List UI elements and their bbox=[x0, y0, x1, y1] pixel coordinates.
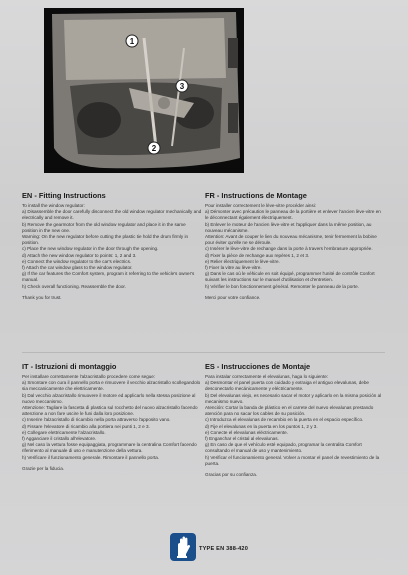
step: c) Introduzca el elevalunas de recambio en la puerta en el espacio específico. bbox=[205, 417, 364, 423]
warning-step: Attenzione: Tagliare la fascetta di plastica sul rocchetto del nuovo alzacristallo facendo attenzione a non fare uscire le funi dalla loro posizione. bbox=[22, 405, 198, 417]
step: b) Dal vecchio alzacristallo rimuovere il motore ed applicarlo nella stessa posizione al nuovo meccanismo. bbox=[22, 392, 196, 404]
step: d) Fissare l'elevatore di ricambio alla portiera nei punti 1, 2 e 3. bbox=[22, 423, 150, 429]
divider bbox=[22, 352, 385, 353]
thanks-text: Gracias por su confianza. bbox=[205, 472, 258, 478]
thanks-text: Thank you for trust. bbox=[22, 294, 62, 300]
steps-list bbox=[22, 380, 202, 461]
step: d) Fixer la pièce de rechange aux repères 1, 2 et 3. bbox=[205, 252, 310, 258]
step: h) Verificare il funzionamento generale. Rimontare il pannello porta. bbox=[22, 454, 160, 460]
steps-list bbox=[22, 209, 202, 290]
step: f) Agganciare il cristallo all'elevatore. bbox=[22, 436, 97, 442]
step: b) Del elevalunas viejo, es necesario sacar el motor y aplicarlo en la misma posición al mecanismo nuevo. bbox=[205, 392, 382, 404]
step: b) Remove the gearmotor from the old window regulator and place it in the same position in the new one. bbox=[22, 221, 186, 233]
step: c) Place the new window regulator in the door through the opening. bbox=[22, 246, 159, 252]
marker-1 bbox=[126, 35, 138, 47]
section-intro: Per installare correttamente l'alzacristallo procedere come segue: bbox=[22, 374, 156, 379]
step: b) Enlever le moteur de l'ancien lève-vitre et l'appliquer dans la même position, au nouveau mécanisme. bbox=[205, 221, 372, 233]
step: a) Démonter avec précaution le panneau de la portière et enlever l'ancien lève-vitre en le déconnectant également électriquement. bbox=[205, 209, 381, 221]
step: a) Desmontar el panel puerta con cuidado y extraiga el antiguo elevalunas, debe desconectarlo mecánicamente y eléctricamente. bbox=[205, 380, 369, 392]
section-title: FR - Instructions de Montage bbox=[205, 191, 307, 200]
step: d) Fije el elevalunas en la puerta en los puntos 1, 2 y 3. bbox=[205, 423, 318, 429]
steps-list bbox=[205, 209, 385, 290]
svg-text:2: 2 bbox=[151, 144, 157, 153]
section-title: IT - Istruzioni di montaggio bbox=[22, 362, 117, 371]
step: h) Verificar el funcionamiento general. Volver a montar el panel de revestimiento de la puerta. bbox=[205, 454, 380, 466]
door-illustration bbox=[44, 8, 244, 173]
section-en bbox=[22, 191, 202, 301]
svg-text:3: 3 bbox=[179, 82, 185, 91]
marker-3 bbox=[176, 80, 188, 92]
section-es bbox=[205, 362, 385, 478]
step: g) Nel caso la vettura fosse equipaggiata, programmare la centralina Comfort facendo riferimento al manuale di uso e manutenzione della vettura. bbox=[22, 442, 197, 454]
thanks-text: Merci pour votre confiance. bbox=[205, 294, 261, 300]
step: f) Fixer la vitre au lève-vitre. bbox=[205, 265, 262, 271]
svg-text:1: 1 bbox=[129, 37, 135, 46]
step: a) Smontare con cura il pannello porta e rimuovere il vecchio alzacristallo scollegandolo sia meccanicamente che elettricamente. bbox=[22, 380, 201, 392]
step: e) Conecte el elevalunas eléctricamente. bbox=[205, 429, 288, 435]
warning-step: Atención: Cortar la banda de plástico en el carrete del nuevo elevalunas prestando atención para no sacar los cables de su posición. bbox=[205, 405, 374, 417]
step: a) Disassemble the door carefully disconnect the old window regulator mechanically and electrically and remove it. bbox=[22, 209, 202, 221]
section-intro: Para instalar correctamente el elevalunas, haga lo siguiente: bbox=[205, 374, 329, 379]
step: g) If the car features the Comfort system, program it referring to the vehicle's owner's manual. bbox=[22, 271, 195, 283]
step: e) Connect the window regulator to the car's electrics. bbox=[22, 258, 132, 264]
thanks-text: Grazie per la fiducia. bbox=[22, 465, 65, 471]
step: g) En caso de que el vehículo esté equipado, programar la centralita Comfort consultando el manual de uso y mantenimiento. bbox=[205, 442, 362, 454]
glove-logo-icon bbox=[170, 533, 196, 561]
section-title: ES - Instrucciones de Montaje bbox=[205, 362, 311, 371]
step: f) Attach the car window glass to the window regulator. bbox=[22, 265, 133, 271]
section-title: EN - Fitting Instructions bbox=[22, 191, 106, 200]
warning-step: Attention: Avant de couper le lien du nouveau mécanisme, tenir fermement la bobine pour éviter qu'elle ne se déroule. bbox=[205, 234, 377, 246]
step: e) Collegare elettricamente l'alzacristallo. bbox=[22, 429, 106, 435]
step: d) Attach the new window regulator to points: 1, 2 and 3. bbox=[22, 252, 137, 258]
door-photo bbox=[44, 8, 244, 173]
section-it bbox=[22, 362, 202, 472]
step: e) Relier électriquement le lève-vitre. bbox=[205, 258, 280, 264]
section-fr bbox=[205, 191, 385, 301]
steps-list bbox=[205, 380, 385, 467]
step: f) Enganchar el cristal al elevalunas. bbox=[205, 436, 279, 442]
marker-2 bbox=[148, 142, 160, 154]
section-intro: Pour installer correctement le lève-vitre procéder ainsi: bbox=[205, 203, 317, 208]
warning-step: Warning: On the new regulator before cutting the plastic tie hold the drum firmly in position. bbox=[22, 234, 189, 246]
step: c) Insérer le lève-vitre de rechange dans la porte à travers l'embrasure appropriée. bbox=[205, 246, 373, 252]
step: h) Check overall functioning. Reassemble the door. bbox=[22, 283, 126, 289]
step: c) Inserire l'alzacristallo di ricambio nella porta attraverso l'apposito vano. bbox=[22, 417, 171, 423]
type-standard-label: TYPE EN 388-420 bbox=[199, 546, 249, 552]
step: g) Dans le cas où le véhicule en soit équipé, programmer l'unité de contrôle Confort suivant les instructions sur le manuel d'utilisation et d'entretien. bbox=[205, 271, 375, 283]
section-intro: To install the window regulator: bbox=[22, 203, 85, 208]
step: h) Vérifier le bon fonctionnement général. Remonter le panneau de la porte. bbox=[205, 283, 359, 289]
